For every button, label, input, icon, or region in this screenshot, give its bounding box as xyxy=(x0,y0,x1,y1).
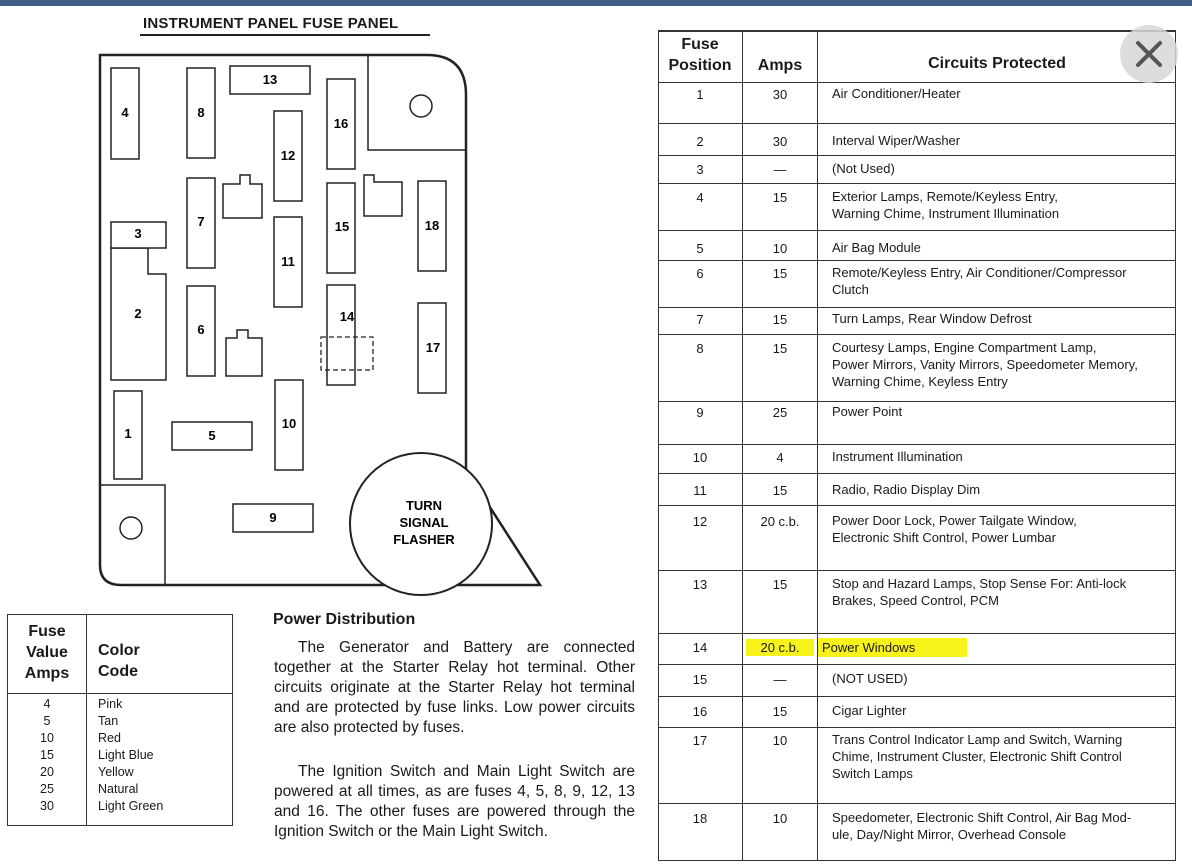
fuse-label: 3 xyxy=(134,226,142,241)
table-row-divider xyxy=(658,505,1176,506)
fuse-amps xyxy=(743,241,817,256)
color-table-row xyxy=(8,782,232,799)
circuit-line: Chime, Instrument Cluster, Electronic Shift Control xyxy=(832,749,1122,764)
fuse-amps xyxy=(743,190,817,205)
circuit-line: Trans Control Indicator Lamp and Switch, Warning xyxy=(832,732,1123,747)
circuit-line: Speedometer, Electronic Shift Control, Air Bag Mod- xyxy=(832,810,1132,825)
circuits-protected xyxy=(832,239,1170,256)
color-table-row xyxy=(8,799,232,816)
fuse-position: 6 xyxy=(696,266,704,281)
fuse-amps-text: 15 xyxy=(772,190,788,205)
circuit-line: Instrument Illumination xyxy=(832,449,963,464)
fuse-color-value: Light Blue xyxy=(98,748,154,762)
fuse-amps-text: 4 xyxy=(776,450,784,465)
fuse-label: 1 xyxy=(124,426,132,441)
circuit-line: Power Mirrors, Vanity Mirrors, Speedometer Memory, xyxy=(832,357,1138,372)
fuse-label: 13 xyxy=(262,72,278,87)
circuit-line: Power Door Lock, Power Tailgate Window, xyxy=(832,513,1077,528)
circuits-protected xyxy=(832,512,1170,546)
circuit-line: ule, Day/Night Mirror, Overhead Console xyxy=(832,827,1067,842)
table-row-divider xyxy=(658,664,1176,665)
table-row-divider xyxy=(658,444,1176,445)
table-row-divider xyxy=(658,860,1176,861)
table-row-divider xyxy=(658,473,1176,474)
fuse-amps xyxy=(743,672,817,687)
fuse-color-value: Yellow xyxy=(98,765,134,779)
fuse-amps-text: 30 xyxy=(772,87,788,102)
fuse-amps-value: 30 xyxy=(40,799,54,813)
fuse-label: 7 xyxy=(197,214,205,229)
fuse-amps-text: 20 c.b. xyxy=(760,514,800,529)
fuse-label: 2 xyxy=(134,306,142,321)
circuit-line: Remote/Keyless Entry, Air Conditioner/Compressor xyxy=(832,265,1127,280)
fuse-color-value: Pink xyxy=(98,697,123,711)
circuit-line: Interval Wiper/Washer xyxy=(832,133,961,148)
fuse-amps-text: 10 xyxy=(772,241,788,256)
table-row-divider xyxy=(658,401,1176,402)
table-row-divider xyxy=(658,82,1176,83)
fuse-position: 17 xyxy=(692,733,708,748)
header-color-code xyxy=(98,640,140,682)
fuse-label: 15 xyxy=(334,219,350,234)
fuse-amps-value: 10 xyxy=(40,731,54,745)
color-table-row xyxy=(8,765,232,782)
circuits-protected xyxy=(832,188,1170,222)
fuse-label: 17 xyxy=(425,340,441,355)
table-row-divider xyxy=(658,803,1176,804)
fuse-amps-text: 30 xyxy=(772,134,788,149)
table-row-divider xyxy=(658,230,1176,231)
table-row-divider xyxy=(658,334,1176,335)
flasher-label: SIGNAL xyxy=(399,515,449,530)
fuse-amps xyxy=(743,312,817,327)
circuit-line: Power Windows xyxy=(818,638,967,657)
table-row-divider xyxy=(658,307,1176,308)
fuse-amps xyxy=(743,405,817,420)
fuse-amps-value: 20 xyxy=(40,765,54,779)
fuse-position: 10 xyxy=(692,450,708,465)
table-column-divider xyxy=(1175,30,1176,860)
circuits-protected xyxy=(832,160,1170,177)
color-table-row xyxy=(8,697,232,714)
header-amps: Amps xyxy=(757,57,803,74)
table-column-divider xyxy=(817,30,818,860)
header-line: Value xyxy=(26,644,68,661)
table-divider xyxy=(8,693,232,694)
fuse-amps-value: 15 xyxy=(40,748,54,762)
fuse-position: 12 xyxy=(692,514,708,529)
flasher-label: FLASHER xyxy=(393,532,455,547)
fuse-color-value: Tan xyxy=(98,714,119,728)
table-border xyxy=(658,30,1176,32)
fuse-position: 14 xyxy=(692,640,708,655)
fuse-amps xyxy=(743,811,817,826)
fuse-amps xyxy=(743,87,817,102)
table-row-divider xyxy=(658,696,1176,697)
fuse-color-value: Light Green xyxy=(98,799,164,813)
circuits-protected xyxy=(832,809,1170,843)
circuit-line: Radio, Radio Display Dim xyxy=(832,482,981,497)
fuse-amps xyxy=(743,450,817,465)
fuse-position: 1 xyxy=(696,87,704,102)
fuse-amps xyxy=(743,704,817,719)
header-line: Position xyxy=(668,57,732,74)
fuse-amps xyxy=(743,733,817,748)
fuse-amps-text: 25 xyxy=(772,405,788,420)
color-table-rows xyxy=(8,697,232,816)
mounting-hole xyxy=(410,95,432,117)
fuse-amps-text: 15 xyxy=(772,577,788,592)
color-table-row xyxy=(8,714,232,731)
fuse-amps xyxy=(743,341,817,356)
fuse-label: 12 xyxy=(280,148,296,163)
fuse-amps xyxy=(743,266,817,281)
circuit-line: Exterior Lamps, Remote/Keyless Entry, xyxy=(832,189,1058,204)
circuits-protected xyxy=(832,132,1170,149)
fuse-color-code-table xyxy=(7,614,233,826)
header-fuse-value-amps xyxy=(8,621,86,684)
close-icon xyxy=(1120,25,1178,83)
fuse-position: 4 xyxy=(696,190,704,205)
fuse-amps-text: 15 xyxy=(772,341,788,356)
table-row-divider xyxy=(658,633,1176,634)
flasher-label: TURN xyxy=(405,498,443,513)
fuse-position: 5 xyxy=(696,241,704,256)
circuits-protected xyxy=(822,638,1170,657)
power-distribution-paragraph: The Generator and Battery are connected together at the Starter Relay hot terminal. Other circuits originate at the Starter Relay hot terminal and are protected by fuse links. Low power circuits are also protected by fuses. xyxy=(274,639,635,736)
fuse-label: 9 xyxy=(269,510,277,525)
circuit-line: Stop and Hazard Lamps, Stop Sense For: Anti-lock xyxy=(832,576,1127,591)
circuit-line: Warning Chime, Instrument Illumination xyxy=(832,206,1060,221)
fuse-amps xyxy=(743,483,817,498)
fuse-label: 18 xyxy=(424,218,440,233)
table-row-divider xyxy=(658,727,1176,728)
fuse-amps-value: 5 xyxy=(43,714,51,728)
fuse-amps-text: — xyxy=(773,672,787,687)
fuse-label: 8 xyxy=(197,105,205,120)
fuse-amps-text: 10 xyxy=(772,811,788,826)
fuse-amps-text: 20 c.b. xyxy=(746,639,813,656)
circuit-line: Cigar Lighter xyxy=(832,703,907,718)
header-line: Amps xyxy=(24,665,70,682)
circuit-line: Air Bag Module xyxy=(832,240,921,255)
fuse-position: 8 xyxy=(696,341,704,356)
fuse-position: 13 xyxy=(692,577,708,592)
table-row-divider xyxy=(658,123,1176,124)
fuse-amps xyxy=(743,134,817,149)
circuit-line: (Not Used) xyxy=(832,161,895,176)
fuse-amps-value: 4 xyxy=(43,697,51,711)
fuse-position: 3 xyxy=(696,162,704,177)
diagram-title: INSTRUMENT PANEL FUSE PANEL xyxy=(143,15,399,32)
fuse-label: 14 xyxy=(339,309,355,324)
circuit-line: Switch Lamps xyxy=(832,766,913,781)
table-row-divider xyxy=(658,260,1176,261)
circuit-line: Courtesy Lamps, Engine Compartment Lamp, xyxy=(832,340,1097,355)
circuits-protected xyxy=(832,310,1170,327)
header-line: Fuse xyxy=(681,36,719,53)
fuse-amps-text: 15 xyxy=(772,266,788,281)
fuse-position: 15 xyxy=(692,672,708,687)
circuit-line: Turn Lamps, Rear Window Defrost xyxy=(832,311,1032,326)
circuits-protected xyxy=(832,670,1170,687)
fuse-amps-text: — xyxy=(773,162,787,177)
fuse-label: 10 xyxy=(281,416,297,431)
fuse-position: 7 xyxy=(696,312,704,327)
table-row-divider xyxy=(658,183,1176,184)
circuit-line: Electronic Shift Control, Power Lumbar xyxy=(832,530,1056,545)
table-row-divider xyxy=(658,155,1176,156)
fuse-label: 11 xyxy=(281,254,295,269)
close-button[interactable] xyxy=(1120,25,1178,83)
circuit-line: Warning Chime, Keyless Entry xyxy=(832,374,1008,389)
fuse-circuits-table xyxy=(658,30,1176,860)
fuse-amps-text: 15 xyxy=(772,483,788,498)
circuits-protected xyxy=(832,481,1170,498)
circuits-protected xyxy=(832,575,1170,609)
fuse-amps-value: 25 xyxy=(40,782,54,796)
circuit-line: Clutch xyxy=(832,282,869,297)
circuits-protected xyxy=(832,702,1170,719)
fuse-position: 2 xyxy=(696,134,704,149)
fuse-panel-diagram xyxy=(0,0,640,600)
fuse-label: 4 xyxy=(121,105,129,120)
fuse-color-value: Natural xyxy=(98,782,139,796)
color-table-row xyxy=(8,731,232,748)
fuse-amps-text: 10 xyxy=(772,733,788,748)
fuse-amps xyxy=(743,577,817,592)
circuits-protected xyxy=(832,339,1170,390)
header-fuse-position xyxy=(658,34,742,76)
circuit-line: (NOT USED) xyxy=(832,671,908,686)
fuse-label: 6 xyxy=(197,322,205,337)
power-distribution-paragraph: The Ignition Switch and Main Light Switch are powered at all times, as are fuses 4, 5, 8, 9, 12, 13 and 16. The other fuses are powered through the Ignition Switch or the Main Light Switch. xyxy=(274,763,635,840)
fuse-position: 16 xyxy=(692,704,708,719)
fuse-amps xyxy=(743,640,817,655)
fuse-label: 16 xyxy=(333,116,349,131)
fuse-color-value: Red xyxy=(98,731,121,745)
color-table-row xyxy=(8,748,232,765)
circuit-line: Air Conditioner/Heater xyxy=(832,86,961,101)
header-circuits-protected: Circuits Protected xyxy=(928,55,1066,72)
fuse-position: 18 xyxy=(692,811,708,826)
fuse-position: 9 xyxy=(696,405,704,420)
table-row-divider xyxy=(658,570,1176,571)
fuse-label: 5 xyxy=(208,428,216,443)
fuse-amps xyxy=(743,514,817,529)
circuits-protected xyxy=(832,403,1170,420)
header-line: Code xyxy=(98,663,138,680)
fuse-amps xyxy=(743,162,817,177)
circuits-protected xyxy=(832,264,1170,298)
circuits-protected xyxy=(832,448,1170,465)
circuit-line: Brakes, Speed Control, PCM xyxy=(832,593,999,608)
fuse-amps-text: 15 xyxy=(772,312,788,327)
header-line: Color xyxy=(98,642,140,659)
circuit-line: Power Point xyxy=(832,404,903,419)
circuits-protected xyxy=(832,731,1170,782)
fuse-position: 11 xyxy=(693,483,707,498)
mounting-hole xyxy=(120,517,142,539)
header-line: Fuse xyxy=(28,623,66,640)
fuse-amps-text: 15 xyxy=(772,704,788,719)
power-distribution-title: Power Distribution xyxy=(273,611,416,628)
circuits-protected xyxy=(832,85,1170,102)
